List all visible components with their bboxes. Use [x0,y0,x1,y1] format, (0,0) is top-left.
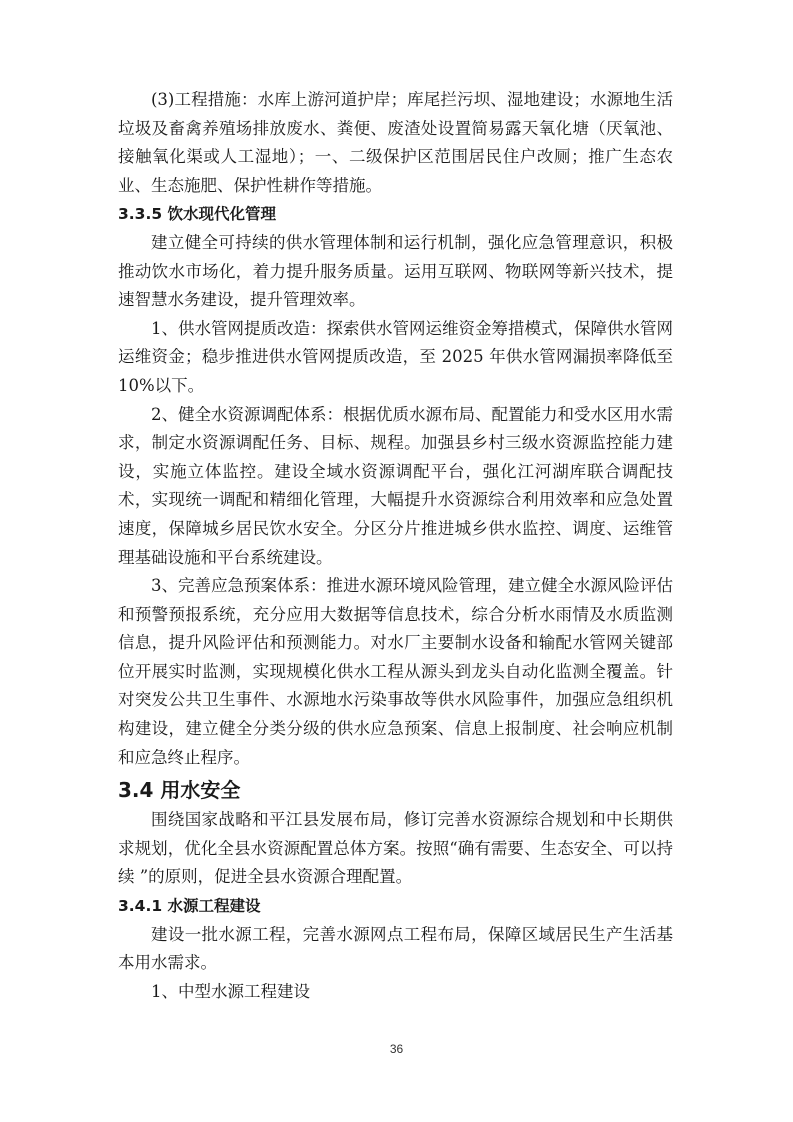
section-heading-3-4-1: 3.4.1 水源工程建设 [118,897,261,916]
paragraph-medium-projects: 1、中型水源工程建设 [151,981,310,1001]
section-heading-3-4: 3.4 用水安全 [118,778,241,803]
section-heading-3-3-5: 3.3.5 饮水现代化管理 [118,205,277,224]
paragraph-engineering-measures: (3)工程措施：水库上游河道护岸；库尾拦污坝、湿地建设；水源地生活垃圾及畜禽养殖场排放废水、粪便、废渣处设置简易露天氧化塘（厌氧池、接触氧化渠或人工湿地）；一、二级保护区范围居民住户改厕；推广生态农业、生态施肥、保护性耕作等措施。 [118,90,673,195]
paragraph-water-safety-intro: 围绕国家战略和平江县发展布局，修订完善水资源综合规划和中长期供求规划，优化全县水资源配置总体方案。按照“确有需要、生态安全、可以持续 ”的原则，促进全县水资源合理配置。 [118,810,673,887]
document-body [118,86,673,1006]
page-number: 36 [389,1042,404,1056]
paragraph-management-intro: 建立健全可持续的供水管理体制和运行机制，强化应急管理意识，积极推动饮水市场化，着力提升服务质量。运用互联网、物联网等新兴技术，提速智慧水务建设，提升管理效率。 [118,232,673,310]
paragraph-source-projects: 建设一批水源工程，完善水源网点工程布局，保障区域居民生产生活基本用水需求。 [118,924,673,973]
paragraph-water-allocation: 2、健全水资源调配体系：根据优质水源布局、配置能力和受水区用水需求，制定水资源调配任务、目标、规程。加强县乡村三级水资源监控能力建设，实施立体监控。建设全域水资源调配平台，强化江河湖库联合调配技术，实现统一调配和精细化管理，大幅提升水资源综合利用效率和应急处置速度，保障城乡居民饮水安全。分区分片推进城乡供水监控、调度、运维管理基础设施和平台系统建设。 [118,404,673,567]
paragraph-pipe-network: 1、供水管网提质改造：探索供水管网运维资金筹措模式，保障供水管网运维资金；稳步推进供水管网提质改造，至 2025 年供水管网漏损率降低至 10%以下。 [118,318,673,395]
paragraph-emergency-plan: 3、完善应急预案体系：推进水源环境风险管理，建立健全水源风险评估和预警预报系统，充分应用大数据等信息技术，综合分析水雨情及水质监测信息，提升风险评估和预测能力。对水厂主要制水设备和输配水管网关键部位开展实时监测，实现规模化供水工程从源头到龙头自动化监测全覆盖。针对突发公共卫生事件、水源地水污染事故等供水风险事件，加强应急组织机构建设，建立健全分类分级的供水应急预案、信息上报制度、社会响应机制和应急终止程序。 [118,576,673,767]
